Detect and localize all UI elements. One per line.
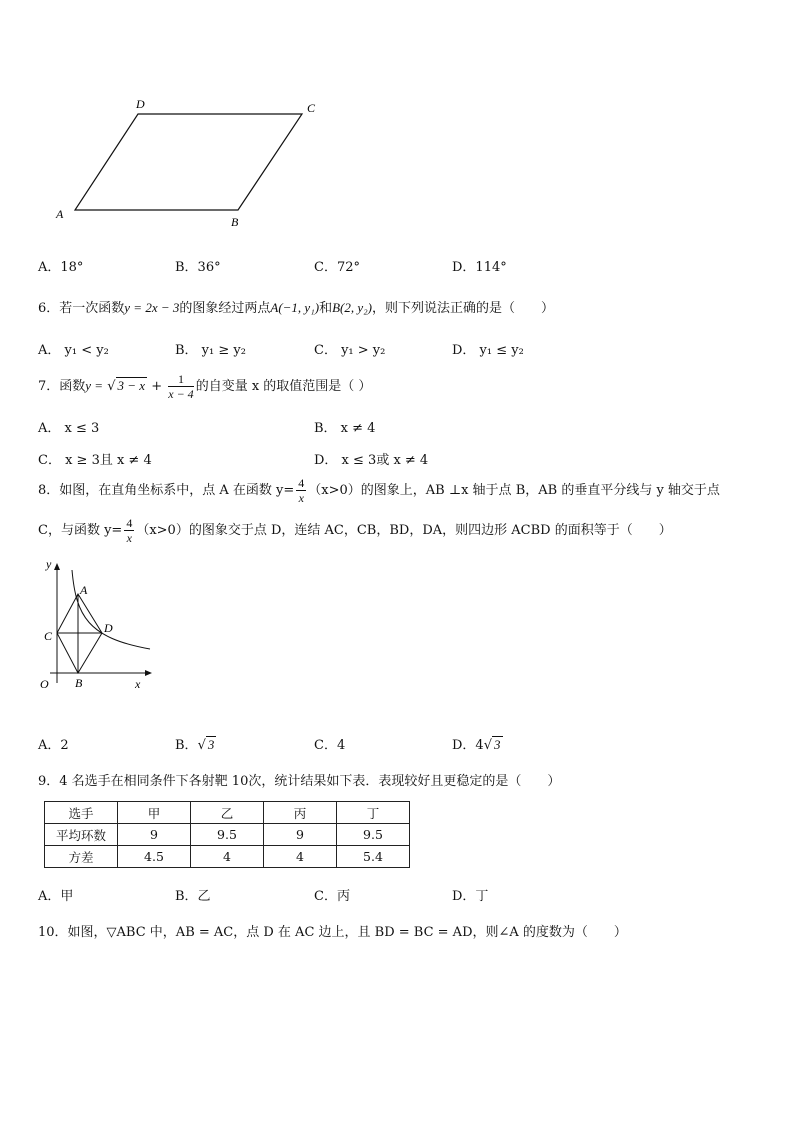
q7-option-c[interactable]: C． x ≥ 3且 x ≠ 4: [38, 453, 152, 468]
table-header-cell: 丙: [264, 802, 337, 824]
table-cell: 9: [264, 824, 337, 846]
q6-question: [38, 297, 554, 316]
q7-option-a[interactable]: A． x ≤ 3: [38, 421, 100, 436]
q7-radical: √ 3 − x: [107, 378, 146, 394]
q6-function: y = 2x − 3: [124, 300, 180, 315]
q8-question-line1: [38, 476, 720, 505]
q6-option-a[interactable]: A． y₁ < y₂: [38, 343, 109, 358]
table-cell: 9.5: [191, 824, 264, 846]
fig-label-x: x: [135, 677, 141, 691]
q7-frac-den: x − 4: [168, 387, 194, 401]
q6-option-b[interactable]: B． y₁ ≥ y₂: [175, 343, 246, 358]
q8-fraction-2: [124, 516, 134, 545]
q6-point-a: A(−1, y₁): [270, 300, 320, 315]
q8-frac2-den: x: [126, 531, 132, 545]
q9-option-a[interactable]: A．甲: [38, 889, 74, 904]
parallelogram-figure: [50, 92, 330, 232]
q8-line1-a: 8．如图，在直角坐标系中，点 A 在函数 y=: [38, 483, 295, 498]
fig-label-c: C: [44, 629, 53, 643]
table-header-row: [45, 802, 410, 824]
table-cell: 方差: [45, 846, 118, 868]
x-axis-arrow: [145, 670, 152, 676]
table-cell: 4: [191, 846, 264, 868]
label-C: C: [307, 101, 316, 115]
q8-option-d[interactable]: D．4√ 3: [452, 737, 501, 753]
q8-frac2-num: 4: [126, 516, 133, 530]
q6-suffix: ，则下列说法正确的是（ ）: [371, 301, 554, 316]
q9-option-c[interactable]: C．丙: [314, 889, 350, 904]
q6-prefix: 6．若一次函数: [38, 301, 125, 316]
table-cell: 9.5: [337, 824, 410, 846]
q7-fraction: [168, 372, 193, 401]
table-row: [45, 824, 410, 846]
q8-option-c[interactable]: C．4: [314, 738, 346, 753]
q6-and: 和: [319, 301, 333, 316]
q8-line2-a: C，与函数 y=: [38, 523, 123, 538]
q6-mid: 的图象经过两点: [179, 301, 271, 316]
table-cell: 9: [118, 824, 191, 846]
q7-option-d[interactable]: D． x ≤ 3或 x ≠ 4: [314, 453, 429, 468]
q7-y-eq: y =: [85, 378, 104, 393]
q7-suffix: 的自变量 x 的取值范围是（ ）: [195, 379, 372, 394]
parallelogram-shape: [75, 114, 302, 210]
q5-option-b[interactable]: B．36°: [175, 260, 221, 275]
table-header-cell: 乙: [191, 802, 264, 824]
q7-plus: +: [151, 379, 163, 394]
table-cell: 4: [264, 846, 337, 868]
fig-label-d: D: [104, 621, 113, 635]
table-header-cell: 丁: [337, 802, 410, 824]
q7-sqrt-content: 3 − x: [117, 378, 146, 393]
table-cell: 4.5: [118, 846, 191, 868]
hyperbola-curve: [72, 570, 150, 649]
q7-option-b[interactable]: B． x ≠ 4: [314, 421, 376, 436]
q8-option-b-sqrt: 3: [207, 737, 215, 752]
q9-option-b[interactable]: B．乙: [175, 889, 211, 904]
q8-option-b[interactable]: B．√ 3: [175, 737, 215, 753]
q8-frac1-num: 4: [298, 476, 305, 490]
q7-question: [38, 372, 371, 401]
label-D: D: [136, 97, 145, 111]
q8-line2-b: （x>0）的图象交于点 D，连结 AC，CB，BD，DA，则四边形 ACBD 的面积等于（ ）: [136, 523, 672, 538]
label-B: B: [231, 215, 239, 229]
q9-stats-table: [44, 801, 410, 868]
q9-question: 9．4 名选手在相同条件下各射靶 10次，统计结果如下表．表现较好且更稳定的是（ ）: [38, 774, 561, 789]
q9-option-d[interactable]: D．丁: [452, 889, 489, 904]
y-axis-arrow: [54, 563, 60, 570]
fig-label-a: A: [80, 583, 88, 597]
fig-label-b: B: [75, 676, 83, 690]
fig-label-o: O: [40, 677, 49, 691]
q6-option-d[interactable]: D． y₁ ≤ y₂: [452, 343, 524, 358]
q6-option-c[interactable]: C． y₁ > y₂: [314, 343, 386, 358]
table-cell: 5.4: [337, 846, 410, 868]
q5-option-c[interactable]: C．72°: [314, 260, 360, 275]
table-header-cell: 甲: [118, 802, 191, 824]
q8-frac1-den: x: [298, 491, 304, 505]
fig-label-y: y: [46, 557, 52, 571]
q5-option-a[interactable]: A．18°: [38, 260, 84, 275]
q8-coordinate-figure: [30, 556, 160, 696]
table-header-cell: 选手: [45, 802, 118, 824]
q8-fraction-1: [296, 476, 306, 505]
table-row: [45, 846, 410, 868]
q7-prefix: 7．函数: [38, 379, 86, 394]
q8-line1-b: （x>0）的图象上，AB ⊥x 轴于点 B，AB 的垂直平分线与 y 轴交于点: [308, 483, 720, 498]
q5-option-d[interactable]: D．114°: [452, 260, 507, 275]
q8-option-d-sqrt: 3: [494, 737, 501, 752]
q7-frac-num: 1: [168, 372, 193, 387]
label-A: A: [56, 207, 64, 221]
q6-point-b: B(2, y₂): [332, 300, 372, 315]
q8-option-a[interactable]: A．2: [38, 738, 69, 753]
table-cell: 平均环数: [45, 824, 118, 846]
q10-question: 10．如图，▽ABC 中，AB = AC，点 D 在 AC 边上，且 BD = BC = AD，则∠A 的度数为（ ）: [38, 925, 627, 940]
q8-option-d-label: D．4: [452, 738, 484, 753]
q8-question-line2: [38, 516, 672, 545]
q8-option-b-label: B．: [175, 738, 198, 753]
